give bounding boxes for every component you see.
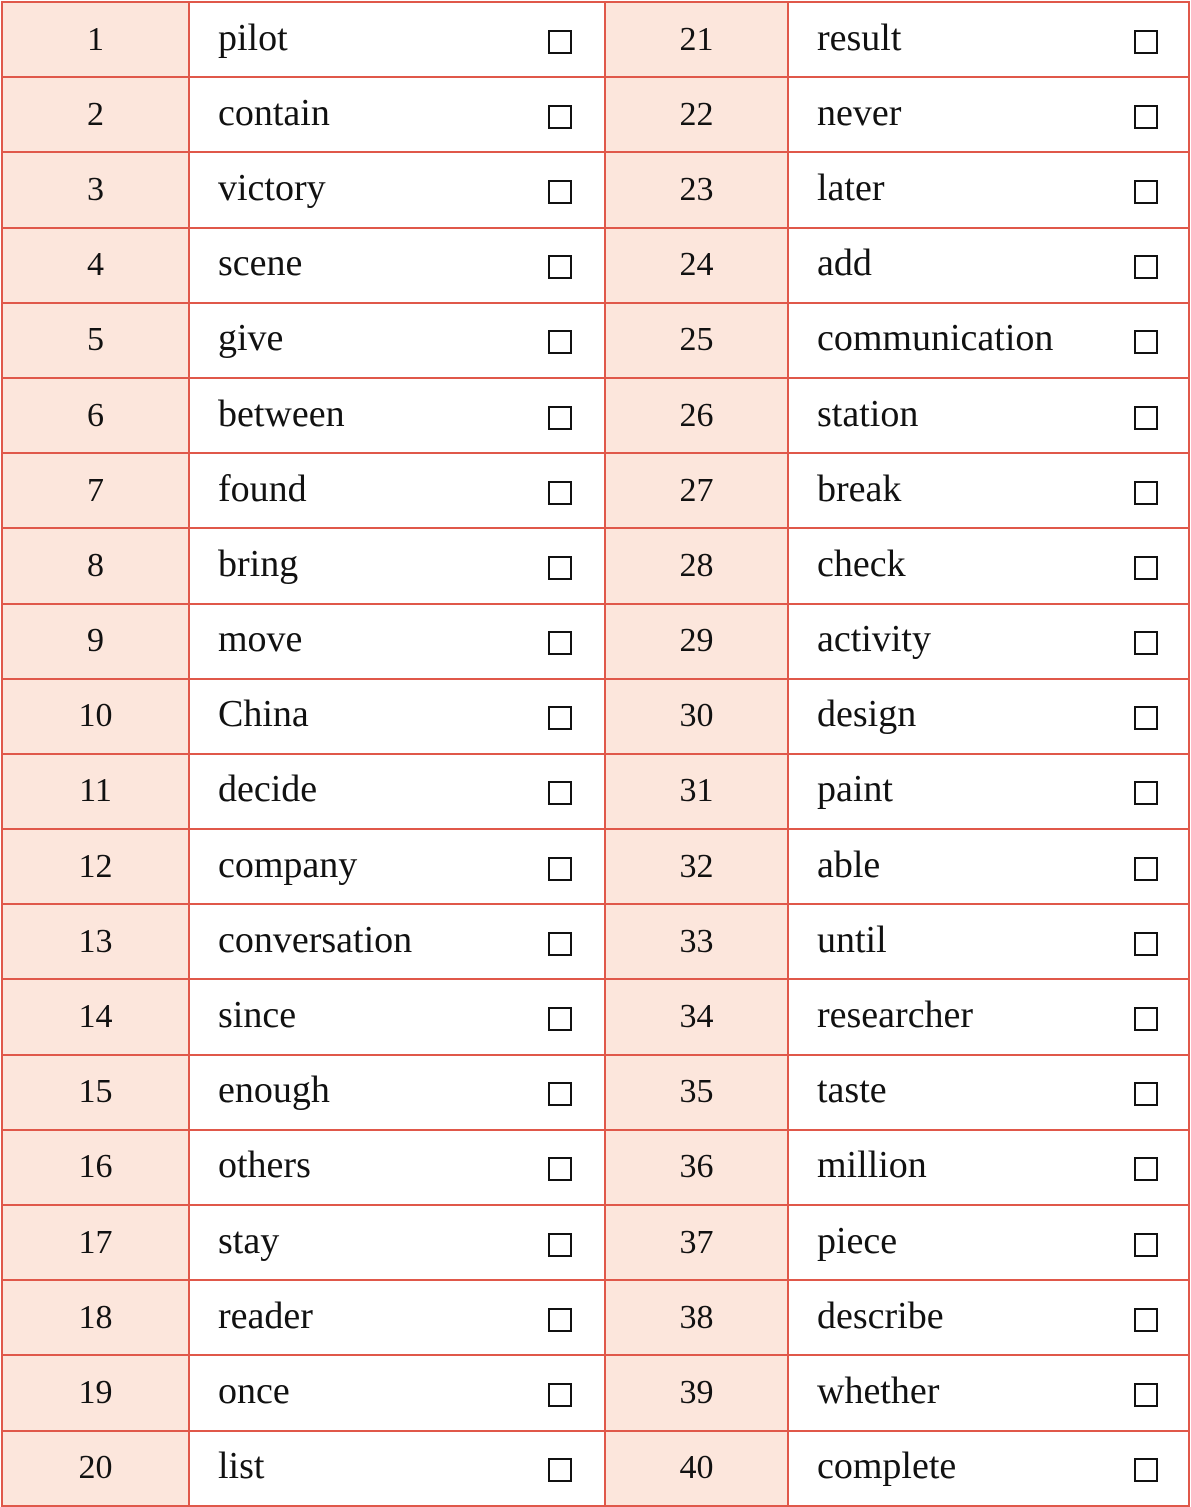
vocabulary-word: communication <box>817 317 1054 360</box>
word-number: 6 <box>2 378 189 453</box>
checkbox-icon[interactable] <box>548 857 572 881</box>
checkbox-icon[interactable] <box>1134 406 1158 430</box>
checkbox-icon[interactable] <box>1134 556 1158 580</box>
checkbox-icon[interactable] <box>1134 857 1158 881</box>
checkbox-icon[interactable] <box>548 105 572 129</box>
checkbox-icon[interactable] <box>1134 1458 1158 1482</box>
vocabulary-word: station <box>817 392 919 435</box>
checkbox-icon[interactable] <box>1134 1383 1158 1407</box>
word-number: 28 <box>605 528 788 603</box>
word-cell <box>788 679 1189 754</box>
vocabulary-rows <box>2 2 1189 1506</box>
checkbox-icon[interactable] <box>1134 1082 1158 1106</box>
vocabulary-word: break <box>817 467 902 510</box>
word-number: 16 <box>2 1130 189 1205</box>
vocabulary-word: enough <box>218 1069 330 1112</box>
checkbox-icon[interactable] <box>548 1007 572 1031</box>
vocabulary-word: paint <box>817 768 893 811</box>
table-row <box>2 528 1189 603</box>
word-number: 30 <box>605 679 788 754</box>
word-cell <box>788 453 1189 528</box>
word-cell <box>189 1280 605 1355</box>
table-row <box>2 228 1189 303</box>
vocabulary-word: taste <box>817 1069 887 1112</box>
vocabulary-word: China <box>218 693 309 736</box>
table-row <box>2 1205 1189 1280</box>
table-row <box>2 1280 1189 1355</box>
word-cell <box>189 378 605 453</box>
word-cell <box>788 604 1189 679</box>
vocabulary-word: whether <box>817 1369 940 1412</box>
checkbox-icon[interactable] <box>1134 631 1158 655</box>
word-number: 32 <box>605 829 788 904</box>
checkbox-icon[interactable] <box>1134 1157 1158 1181</box>
vocabulary-word: contain <box>218 91 330 134</box>
vocabulary-word: stay <box>218 1219 280 1262</box>
checkbox-icon[interactable] <box>1134 932 1158 956</box>
word-cell <box>788 1280 1189 1355</box>
vocabulary-word: move <box>218 617 303 660</box>
vocabulary-word: between <box>218 392 345 435</box>
vocabulary-word: able <box>817 843 881 886</box>
word-cell <box>788 1130 1189 1205</box>
checkbox-icon[interactable] <box>1134 706 1158 730</box>
word-cell <box>788 77 1189 152</box>
word-number: 22 <box>605 77 788 152</box>
vocabulary-word: check <box>817 542 906 585</box>
vocabulary-checklist-table <box>1 1 1190 1507</box>
checkbox-icon[interactable] <box>548 932 572 956</box>
word-cell <box>788 1055 1189 1130</box>
word-number: 4 <box>2 228 189 303</box>
word-cell <box>189 1205 605 1280</box>
vocabulary-word: victory <box>218 166 326 209</box>
table-row <box>2 679 1189 754</box>
checkbox-icon[interactable] <box>548 1308 572 1332</box>
word-cell <box>189 2 605 77</box>
vocabulary-word: decide <box>218 768 318 811</box>
checkbox-icon[interactable] <box>548 1458 572 1482</box>
checkbox-icon[interactable] <box>548 1082 572 1106</box>
word-number: 25 <box>605 303 788 378</box>
vocabulary-word: give <box>218 317 284 360</box>
word-number: 33 <box>605 904 788 979</box>
word-cell <box>189 228 605 303</box>
word-cell <box>788 1431 1189 1506</box>
word-cell <box>788 979 1189 1054</box>
word-number: 12 <box>2 829 189 904</box>
checkbox-icon[interactable] <box>548 781 572 805</box>
word-number: 40 <box>605 1431 788 1506</box>
table-row <box>2 904 1189 979</box>
table-row <box>2 829 1189 904</box>
word-cell <box>189 303 605 378</box>
word-cell <box>788 1355 1189 1430</box>
vocabulary-word: once <box>218 1369 290 1412</box>
table-row <box>2 1355 1189 1430</box>
checkbox-icon[interactable] <box>548 30 572 54</box>
table-row <box>2 979 1189 1054</box>
table-row <box>2 754 1189 829</box>
word-number: 35 <box>605 1055 788 1130</box>
checkbox-icon[interactable] <box>548 255 572 279</box>
word-cell <box>788 303 1189 378</box>
table-row <box>2 152 1189 227</box>
vocabulary-word: complete <box>817 1444 957 1487</box>
word-number: 20 <box>2 1431 189 1506</box>
word-number: 39 <box>605 1355 788 1430</box>
checkbox-icon[interactable] <box>1134 255 1158 279</box>
word-cell <box>189 829 605 904</box>
checkbox-icon[interactable] <box>548 406 572 430</box>
word-number: 36 <box>605 1130 788 1205</box>
checkbox-icon[interactable] <box>1134 330 1158 354</box>
checkbox-icon[interactable] <box>548 1383 572 1407</box>
vocabulary-word: list <box>218 1444 265 1487</box>
table-row <box>2 1431 1189 1506</box>
word-cell <box>788 378 1189 453</box>
checkbox-icon[interactable] <box>548 631 572 655</box>
word-cell <box>788 528 1189 603</box>
word-cell <box>189 1355 605 1430</box>
checkbox-icon[interactable] <box>1134 481 1158 505</box>
checkbox-icon[interactable] <box>548 330 572 354</box>
vocabulary-word: researcher <box>817 993 974 1036</box>
word-cell <box>189 604 605 679</box>
checkbox-icon[interactable] <box>1134 1007 1158 1031</box>
table-row <box>2 453 1189 528</box>
word-number: 29 <box>605 604 788 679</box>
vocabulary-word: conversation <box>218 918 413 961</box>
vocabulary-word: design <box>817 693 917 736</box>
word-number: 14 <box>2 979 189 1054</box>
word-cell <box>189 1431 605 1506</box>
table-row <box>2 604 1189 679</box>
word-number: 13 <box>2 904 189 979</box>
vocabulary-word: others <box>218 1144 311 1187</box>
word-number: 21 <box>605 2 788 77</box>
word-number: 5 <box>2 303 189 378</box>
checkbox-icon[interactable] <box>548 556 572 580</box>
word-number: 31 <box>605 754 788 829</box>
word-cell <box>189 528 605 603</box>
vocabulary-word: scene <box>218 241 303 284</box>
checkbox-icon[interactable] <box>1134 180 1158 204</box>
word-cell <box>788 754 1189 829</box>
word-cell <box>788 228 1189 303</box>
checkbox-icon[interactable] <box>1134 30 1158 54</box>
table-row <box>2 378 1189 453</box>
vocabulary-word: later <box>817 166 885 209</box>
word-cell <box>189 152 605 227</box>
word-cell <box>189 904 605 979</box>
word-number: 34 <box>605 979 788 1054</box>
word-number: 23 <box>605 152 788 227</box>
table-row <box>2 303 1189 378</box>
word-number: 7 <box>2 453 189 528</box>
checkbox-icon[interactable] <box>548 706 572 730</box>
checkbox-icon[interactable] <box>548 1157 572 1181</box>
vocabulary-word: activity <box>817 617 931 660</box>
checkbox-icon[interactable] <box>548 1233 572 1257</box>
word-cell <box>189 77 605 152</box>
word-cell <box>189 1130 605 1205</box>
word-number: 11 <box>2 754 189 829</box>
word-number: 18 <box>2 1280 189 1355</box>
vocabulary-word: piece <box>817 1219 898 1262</box>
checkbox-icon[interactable] <box>548 481 572 505</box>
word-number: 10 <box>2 679 189 754</box>
word-number: 38 <box>605 1280 788 1355</box>
word-number: 19 <box>2 1355 189 1430</box>
vocabulary-word: describe <box>817 1294 944 1337</box>
word-number: 26 <box>605 378 788 453</box>
checkbox-icon[interactable] <box>1134 105 1158 129</box>
word-number: 27 <box>605 453 788 528</box>
vocabulary-word: reader <box>218 1294 313 1337</box>
table-row <box>2 1055 1189 1130</box>
checkbox-icon[interactable] <box>1134 1308 1158 1332</box>
vocabulary-word: company <box>218 843 358 886</box>
word-cell <box>189 679 605 754</box>
word-cell <box>788 152 1189 227</box>
word-cell <box>189 1055 605 1130</box>
word-number: 17 <box>2 1205 189 1280</box>
vocabulary-word: until <box>817 918 887 961</box>
word-number: 1 <box>2 2 189 77</box>
vocabulary-word: bring <box>218 542 299 585</box>
checkbox-icon[interactable] <box>548 180 572 204</box>
word-cell <box>189 754 605 829</box>
table-row <box>2 1130 1189 1205</box>
word-number: 8 <box>2 528 189 603</box>
vocabulary-word: pilot <box>218 16 288 59</box>
word-number: 9 <box>2 604 189 679</box>
word-cell <box>788 2 1189 77</box>
word-cell <box>189 453 605 528</box>
word-cell <box>189 979 605 1054</box>
word-cell <box>788 904 1189 979</box>
table-row <box>2 77 1189 152</box>
vocabulary-word: add <box>817 241 872 284</box>
vocabulary-word: million <box>817 1144 927 1187</box>
vocabulary-word: found <box>218 467 307 510</box>
vocabulary-word: since <box>218 993 297 1036</box>
word-cell <box>788 1205 1189 1280</box>
vocabulary-word: never <box>817 91 902 134</box>
checkbox-icon[interactable] <box>1134 1233 1158 1257</box>
checkbox-icon[interactable] <box>1134 781 1158 805</box>
word-number: 2 <box>2 77 189 152</box>
word-cell <box>788 829 1189 904</box>
word-number: 24 <box>605 228 788 303</box>
word-number: 37 <box>605 1205 788 1280</box>
vocabulary-word: result <box>817 16 902 59</box>
table-row <box>2 2 1189 77</box>
word-number: 3 <box>2 152 189 227</box>
word-number: 15 <box>2 1055 189 1130</box>
